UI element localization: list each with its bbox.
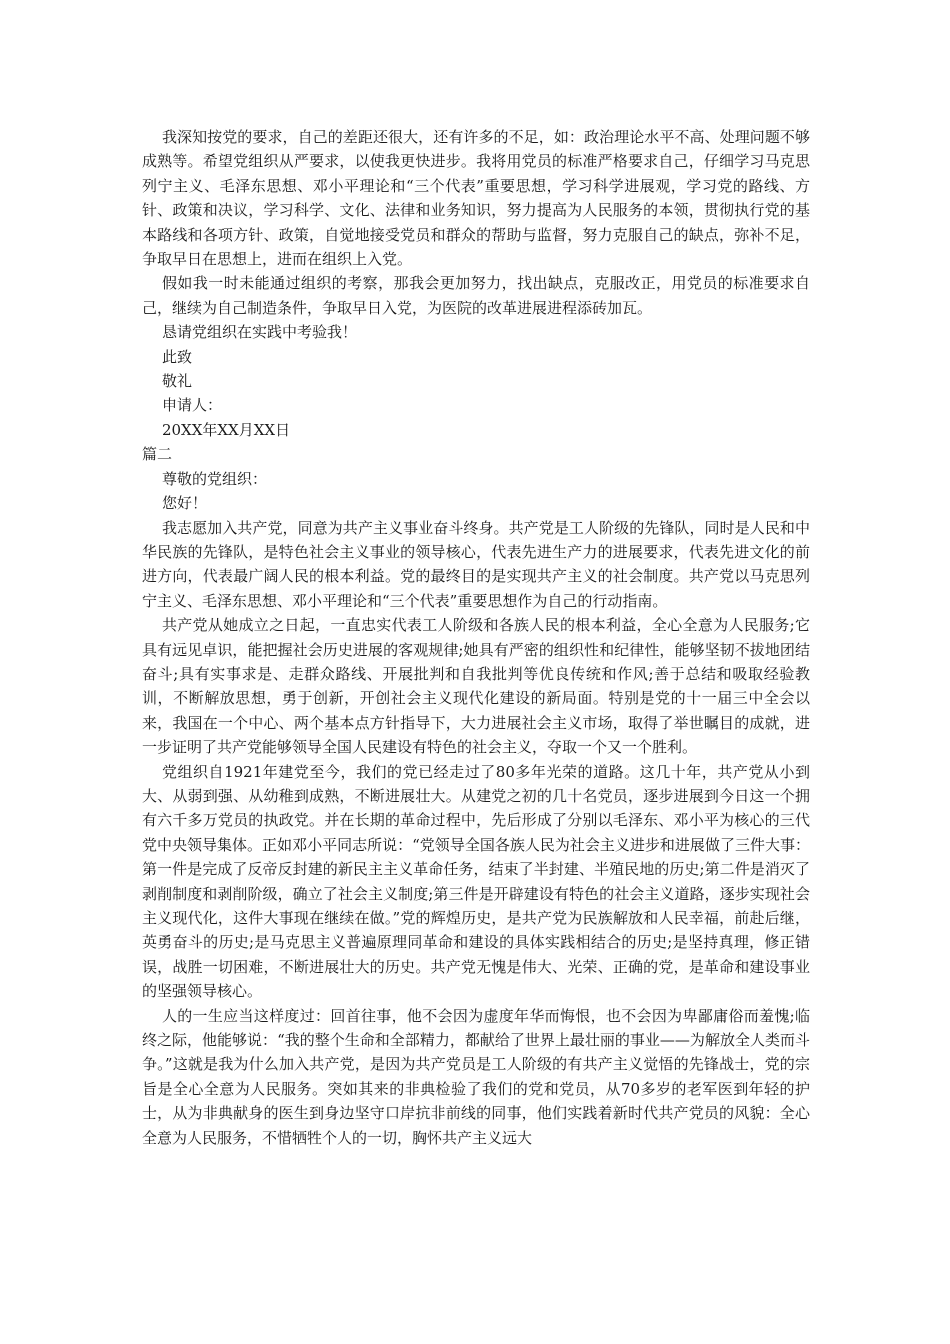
closing-salutation: 此致 [161,347,192,366]
paragraph-request: 恳请党组织在实践中考验我！ [161,323,357,342]
paragraph-party-history: 党组织自1921年建党至今，我们的党已经走过了80多年光荣的道路。这几十年，共产党从小到大、从弱到强、从幼稚到成熟，不断进展壮大。从建党之初的几十名党员，逐步进展到今日这一个拥有六千多万党员的执政党。并在长期的革命过程中，先后形成了分别以毛泽东、邓小平为核心的三代党中央领导集体。正如邓小平同志所说：“党领导全国各族人民为社会主义进步和进展做了三件大事：第一件是完成了反帝反封建的新民主主义革命任务，结束了半封建、半殖民地的历史;第二件是消灭了剥削制度和剥削阶级，确立了社会主义制度;第三件是开辟建设有特色的社会主义道路，逐步实现社会主义现代化，这件大事现在继续在做。”党的辉煌历史，是共产党为民族解放和人民幸福，前赴后继，英勇奋斗的历史;是马克思主义普遍原理同革命和建设的具体实践相结合的历史;是坚持真理，修正错误，战胜一切困难，不断进展壮大的历史。共产党无愧是伟大、光荣、正确的党，是革命和建设事业的坚强领导核心。 [142,762,810,1001]
paragraph-volunteer: 我志愿加入共产党，同意为共产主义事业奋斗终身。共产党是工人阶级的先锋队，同时是人民和中华民族的先锋队，是特色社会主义事业的领导核心，代表先进生产力的进展要求，代表先进文化的前进方向，代表最广阔人民的根本利益。党的最终目的是实现共产主义的社会制度。共产党以马克思列宁主义、毛泽东思想、邓小平理论和“三个代表”重要思想作为自己的行动指南。 [142,518,810,610]
paragraph-party-founding: 共产党从她成立之日起，一直忠实代表工人阶级和各族人民的根本利益，全心全意为人民服务;它具有远见卓识，能把握社会历史进展的客观规律;她具有严密的组织性和纪律性，能够坚韧不拔地团结奋斗;具有实事求是、走群众路线、开展批判和自我批判等优良传统和作风;善于总结和吸取经验教训，不断解放思想，勇于创新，开创社会主义现代化建设的新局面。特别是党的十一届三中全会以来，我国在一个中心、两个基本点方针指导下，大力进展社会主义市场，取得了举世瞩目的成就，进一步证明了共产党能够领导全国人民建设有特色的社会主义，夺取一个又一个胜利。 [142,616,810,757]
document-body [142,125,810,1150]
greeting-hello: 您好！ [161,494,207,513]
date-line: 20XX年XX月XX日 [161,420,291,439]
closing-respect: 敬礼 [161,372,192,391]
paragraph-if-not-approved: 假如我一时未能通过组织的考察，那我会更加努力，找出缺点，克服改正，用党员的标准要求自己，继续为自己制造条件，争取早日入党，为医院的改革进展进程添砖加瓦。 [142,274,810,317]
section-heading: 篇二 [142,445,173,464]
applicant-label: 申请人： [161,396,222,415]
paragraph-life-meaning: 人的一生应当这样度过：回首往事，他不会因为虚度年华而悔恨，也不会因为卑鄙庸俗而羞愧;临终之际，他能够说：“我的整个生命和全部精力，都献给了世界上最壮丽的事业——为解放全人类而斗争。”这就是我为什么加入共产党，是因为共产党员是工人阶级的有共产主义觉悟的先锋战士，党的宗旨是全心全意为人民服务。突如其来的非典检验了我们的党和党员，从70多岁的老军医到年轻的护士，从为非典献身的医生到身边坚守口岸抗非前线的同事，他们实践着新时代共产党员的风貌：全心全意为人民服务，不惜牺牲个人的一切，胸怀共产主义远大 [142,1006,810,1147]
greeting-recipient: 尊敬的党组织： [161,469,267,488]
paragraph-shortcomings: 我深知按党的要求，自己的差距还很大，还有许多的不足，如：政治理论水平不高、处理问题不够成熟等。希望党组织从严要求，以使我更快进步。我将用党员的标准严格要求自己，仔细学习马克思列宁主义、毛泽东思想、邓小平理论和“三个代表”重要思想，学习科学进展观，学习党的路线、方针、政策和决议，学习科学、文化、法律和业务知识，努力提高为人民服务的本领，贯彻执行党的基本路线和各项方针、政策，自觉地接受党员和群众的帮助与监督，努力克服自己的缺点，弥补不足，争取早日在思想上，进而在组织上入党。 [142,128,810,269]
